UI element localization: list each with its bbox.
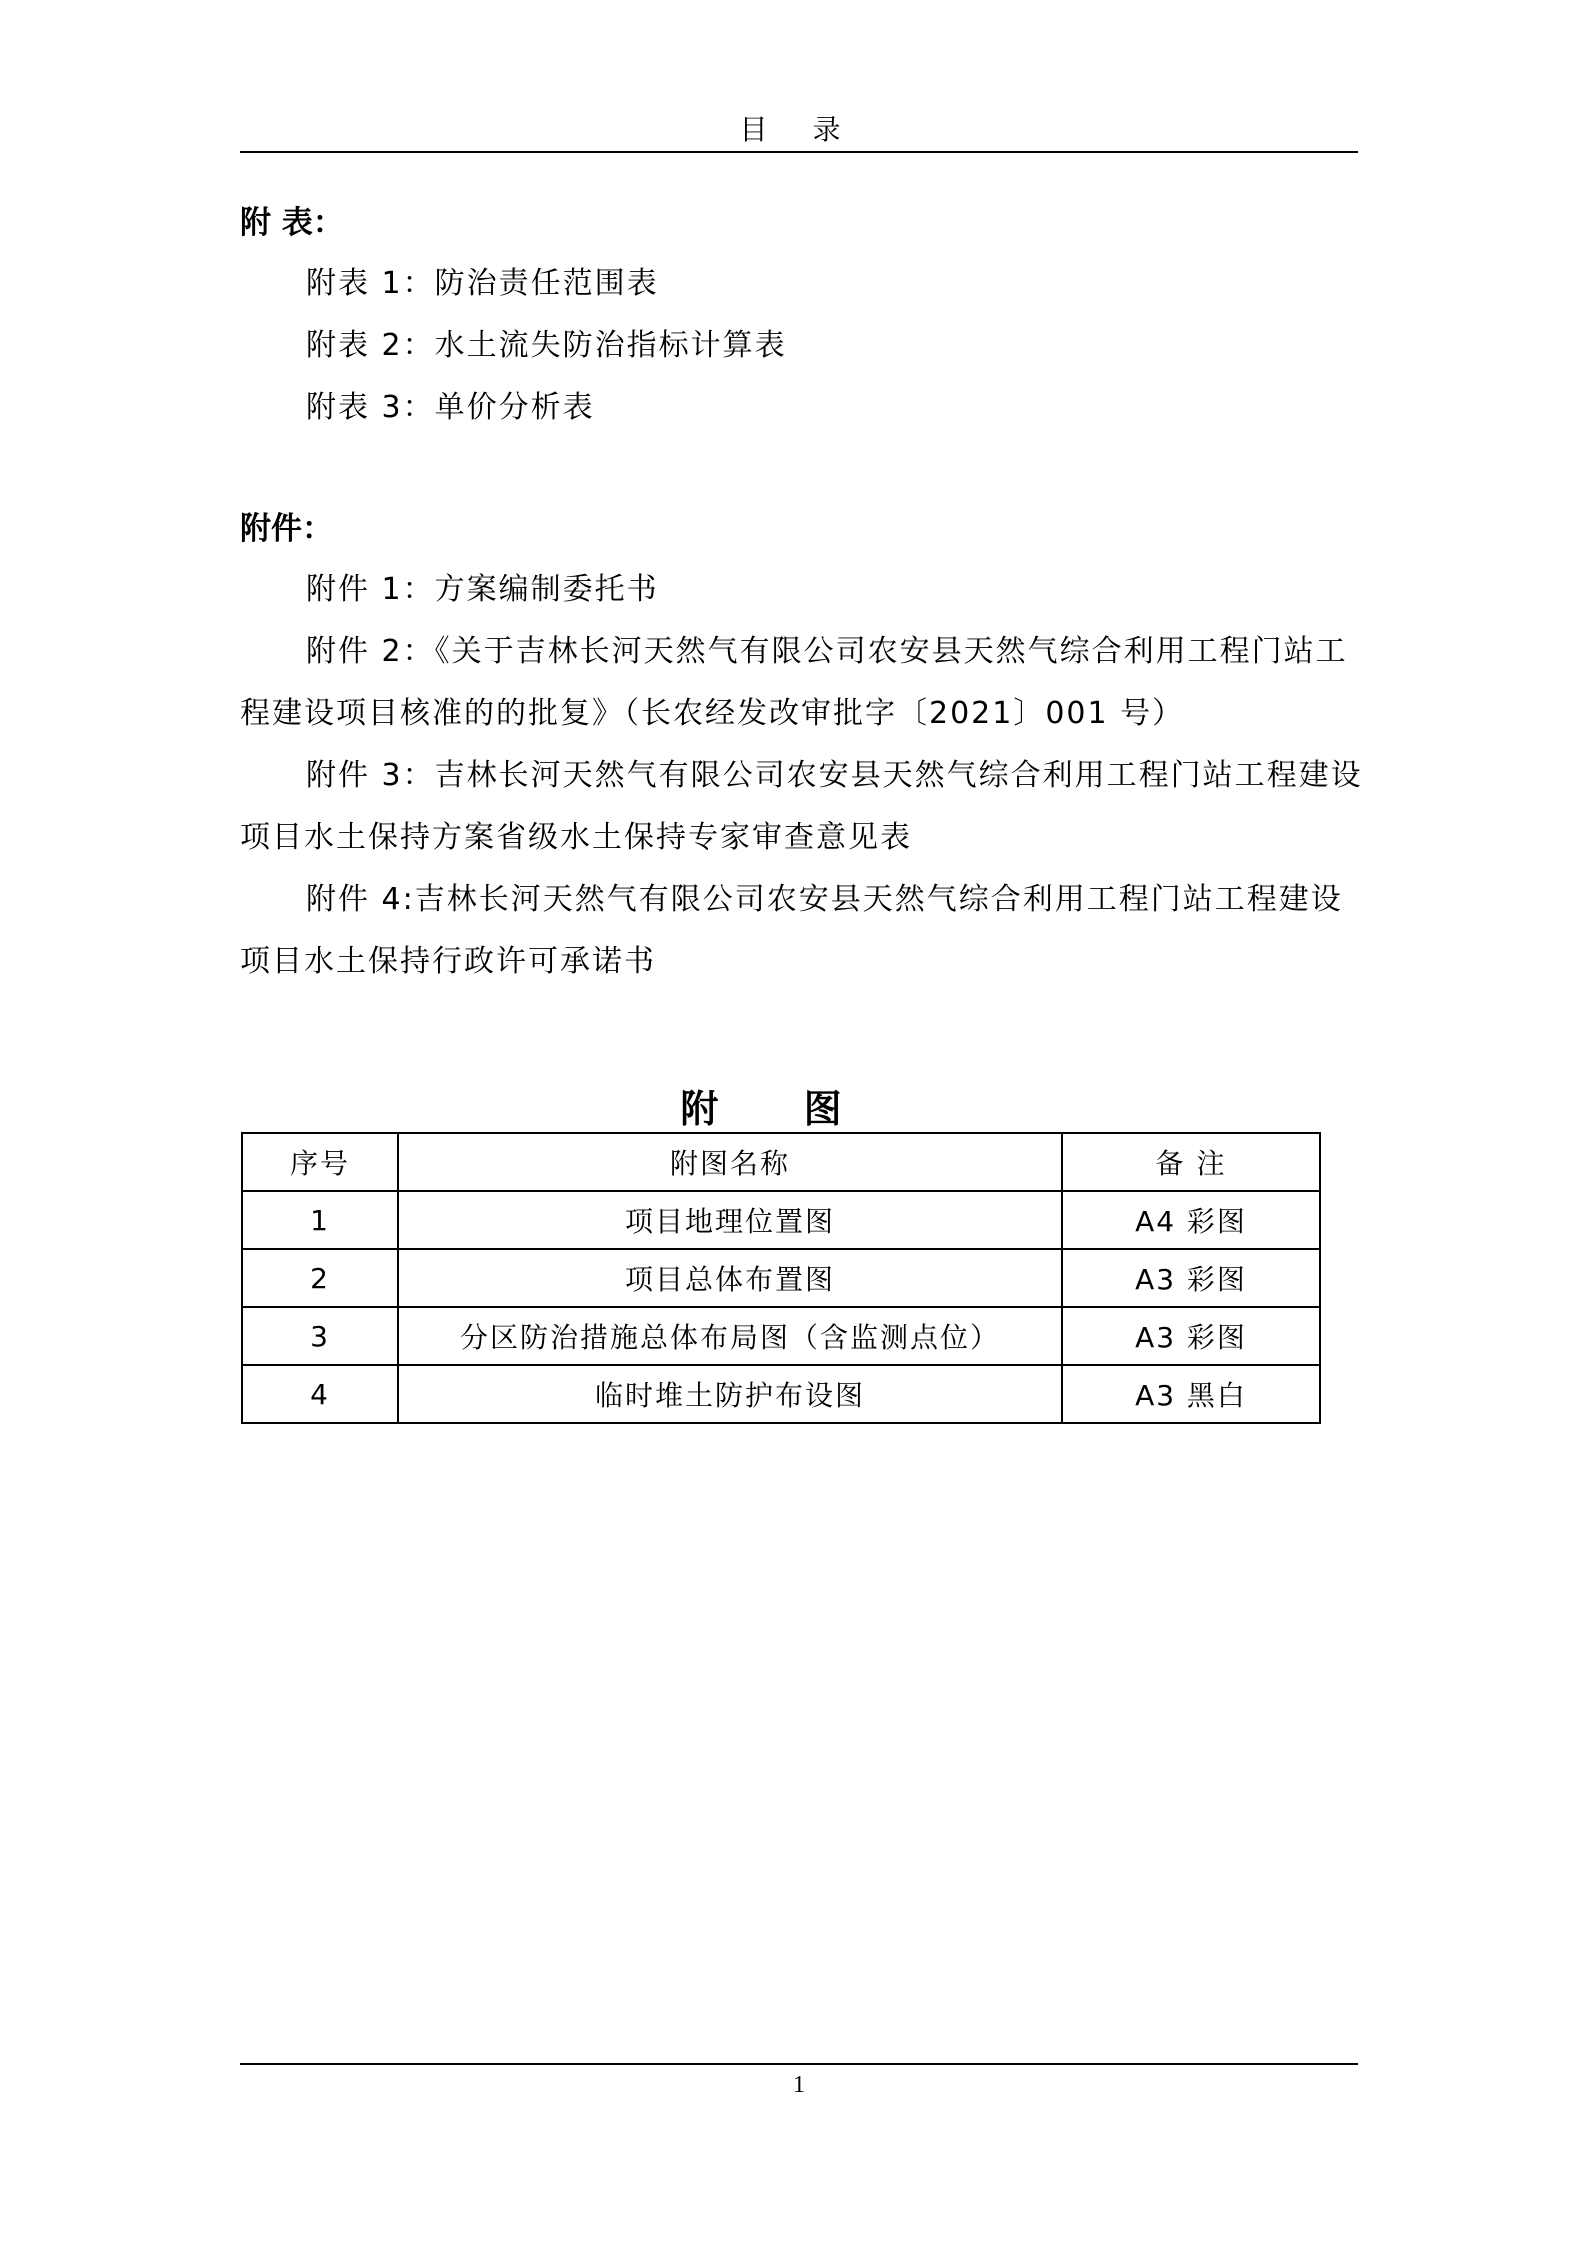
attached-table-item: 附表 3：单价分析表 xyxy=(306,390,595,425)
attachment-item-continued: 程建设项目核准的的批复》（长农经发改审批字〔2021〕001 号） xyxy=(240,696,1185,731)
cell-name: 项目地理位置图 xyxy=(398,1191,1062,1249)
cell-no: 4 xyxy=(242,1365,398,1423)
table-row xyxy=(242,1365,1320,1423)
table-row xyxy=(242,1249,1320,1307)
table-header-row xyxy=(242,1133,1320,1191)
page-number: 1 xyxy=(793,2072,805,2098)
column-header-name: 附图名称 xyxy=(398,1133,1062,1191)
cell-name: 临时堆土防护布设图 xyxy=(398,1365,1062,1423)
column-header-no: 序号 xyxy=(242,1133,398,1191)
cell-note: A3 彩图 xyxy=(1062,1249,1320,1307)
cell-no: 1 xyxy=(242,1191,398,1249)
column-header-note: 备 注 xyxy=(1062,1133,1320,1191)
table-row xyxy=(242,1307,1320,1365)
cell-name: 项目总体布置图 xyxy=(398,1249,1062,1307)
attachment-item: 附件 4:吉林长河天然气有限公司农安县天然气综合利用工程门站工程建设 xyxy=(306,882,1343,917)
attachment-item-continued: 项目水土保持方案省级水土保持专家审查意见表 xyxy=(240,820,912,855)
cell-no: 3 xyxy=(242,1307,398,1365)
figures-title: 附 图 xyxy=(680,1087,878,1131)
footer-rule xyxy=(240,2063,1358,2065)
cell-name: 分区防治措施总体布局图（含监测点位） xyxy=(398,1307,1062,1365)
table-row xyxy=(242,1191,1320,1249)
cell-note: A3 彩图 xyxy=(1062,1307,1320,1365)
page-header-title: 目 录 xyxy=(739,113,859,146)
header-rule xyxy=(240,151,1358,153)
cell-no: 2 xyxy=(242,1249,398,1307)
attachment-item: 附件 3：吉林长河天然气有限公司农安县天然气综合利用工程门站工程建设 xyxy=(306,758,1363,793)
attached-table-item: 附表 1：防治责任范围表 xyxy=(306,266,659,301)
attachment-item: 附件 2：《关于吉林长河天然气有限公司农安县天然气综合利用工程门站工 xyxy=(306,634,1348,669)
attachment-item-continued: 项目水土保持行政许可承诺书 xyxy=(240,944,656,979)
cell-note: A3 黑白 xyxy=(1062,1365,1320,1423)
attachments-heading: 附件： xyxy=(240,511,333,547)
attached-tables-heading: 附 表： xyxy=(240,205,344,241)
figures-table xyxy=(241,1132,1321,1424)
attached-table-item: 附表 2：水土流失防治指标计算表 xyxy=(306,328,787,363)
cell-note: A4 彩图 xyxy=(1062,1191,1320,1249)
attachment-item: 附件 1：方案编制委托书 xyxy=(306,572,659,607)
